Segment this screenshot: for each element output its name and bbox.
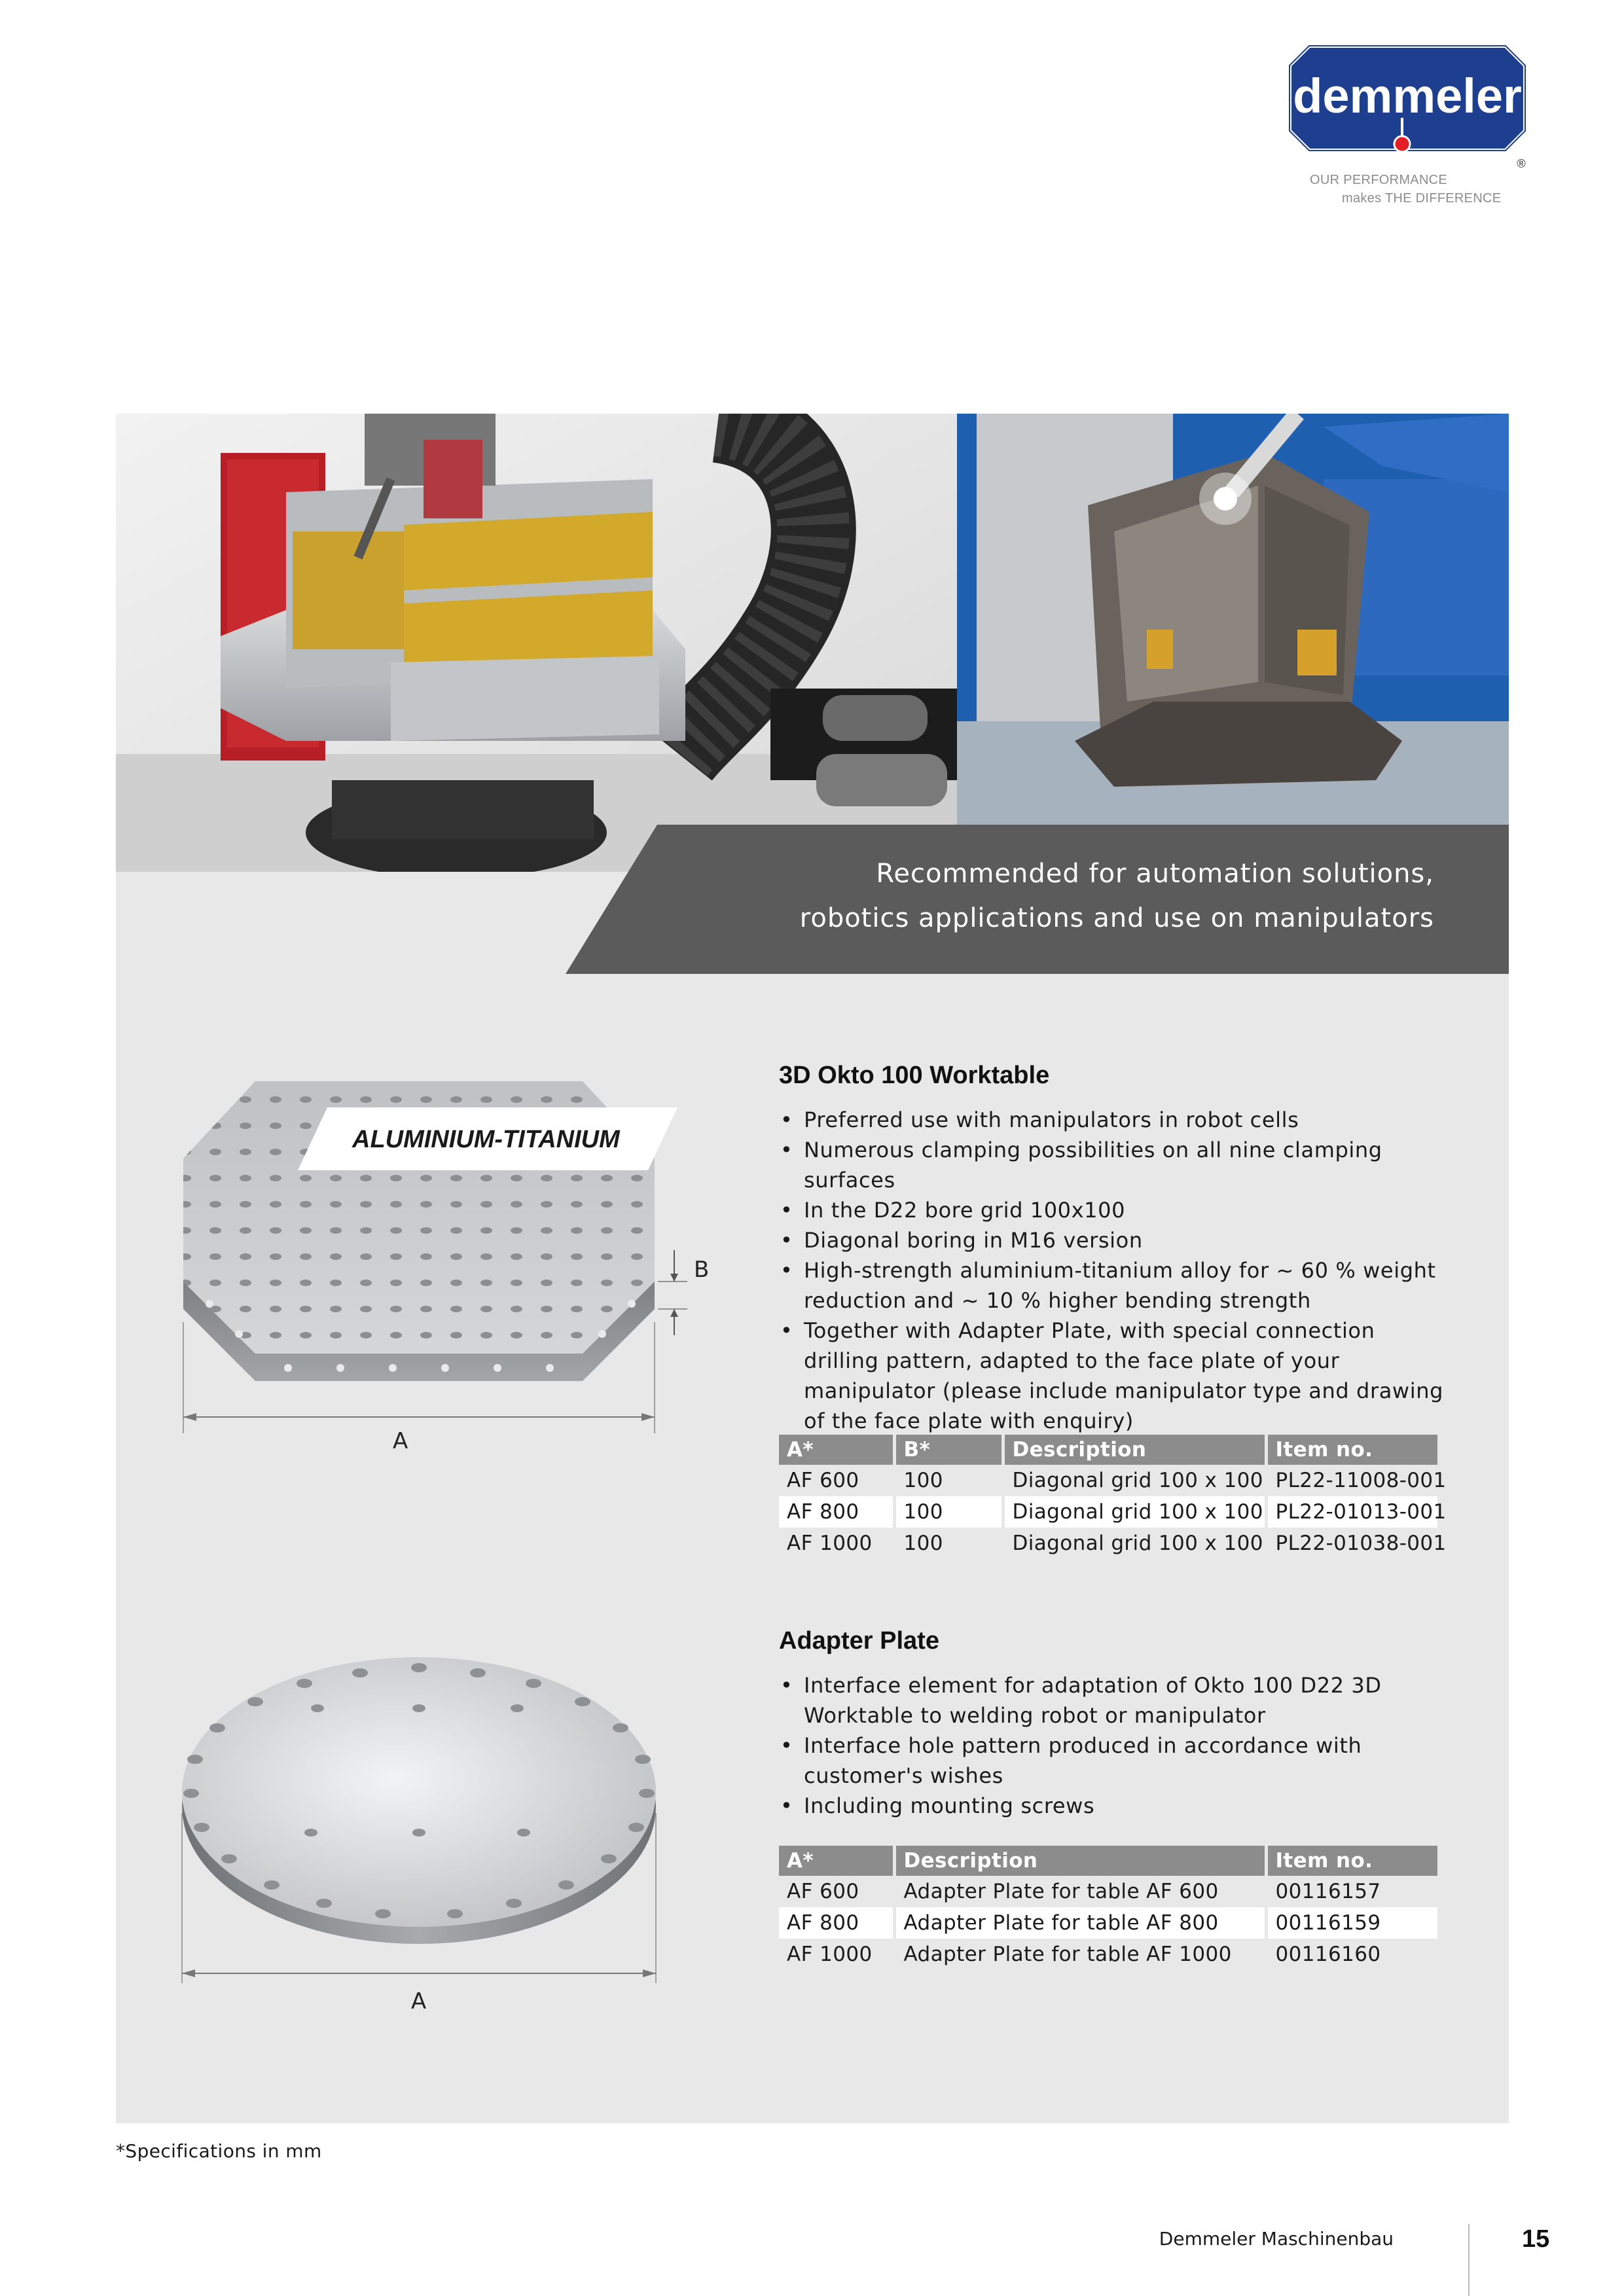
logo-red-dot xyxy=(1394,136,1410,152)
dimension-a-label: A xyxy=(393,1428,408,1454)
table-cell: AF 800 xyxy=(779,1907,894,1939)
column-header: Description xyxy=(1003,1435,1266,1465)
automation-banner xyxy=(566,825,1509,974)
dimension-a-label: A xyxy=(411,1988,427,2015)
table-cell: 00116160 xyxy=(1266,1939,1437,1970)
column-header: Description xyxy=(894,1846,1266,1876)
registered-mark: ® xyxy=(1515,157,1527,170)
column-header: A* xyxy=(779,1435,894,1465)
table-cell: AF 1000 xyxy=(779,1528,894,1559)
adapter-plate-drawing xyxy=(170,1617,694,2022)
okto-feature-item: • In the D22 bore grid 100x100 xyxy=(779,1195,1453,1225)
okto-feature-item: • Preferred use with manipulators in robot cells xyxy=(779,1105,1453,1135)
table-cell: 00116157 xyxy=(1266,1876,1437,1907)
table-cell: PL22-01013-001 xyxy=(1266,1496,1437,1528)
table-cell: Diagonal grid 100 x 100 xyxy=(1003,1528,1266,1559)
banner-line-1: Recommended for automation solutions, xyxy=(876,859,1434,889)
table-row xyxy=(779,1907,1437,1939)
adapter-spec-table xyxy=(779,1846,1437,1970)
okto-title: 3D Okto 100 Worktable xyxy=(779,1062,1050,1089)
table-cell: AF 600 xyxy=(779,1465,894,1496)
table-cell: 00116159 xyxy=(1266,1907,1437,1939)
table-cell: AF 600 xyxy=(779,1876,894,1907)
table-cell: 100 xyxy=(894,1528,1003,1559)
logo-wordmark: demmeler xyxy=(1293,69,1522,123)
okto-feature-item: • Together with Adapter Plate, with special connection drilling pattern, adapted to the face plate of your manipulator (please include manipulator type and drawing of the face plate with enquiry) xyxy=(779,1316,1453,1436)
brand-logo xyxy=(1283,39,1532,209)
specifications-footnote: *Specifications in mm xyxy=(116,2140,322,2162)
table-row xyxy=(779,1496,1437,1528)
adapter-title: Adapter Plate xyxy=(779,1627,939,1655)
table-cell: 100 xyxy=(894,1496,1003,1528)
column-header: B* xyxy=(894,1435,1003,1465)
material-label: ALUMINIUM-TITANIUM xyxy=(352,1126,620,1153)
okto-feature-item: • Diagonal boring in M16 version xyxy=(779,1225,1453,1255)
table-row xyxy=(779,1465,1437,1496)
column-header: Item no. xyxy=(1266,1846,1437,1876)
okto-spec-table xyxy=(779,1435,1447,1559)
tagline-line2: makes THE DIFFERENCE xyxy=(1342,191,1502,206)
table-cell: AF 1000 xyxy=(779,1939,894,1970)
table-cell: AF 800 xyxy=(779,1496,894,1528)
okto-feature-item: • High-strength aluminium-titanium alloy for ~ 60 % weight reduction and ~ 10 % higher bending strength xyxy=(779,1255,1453,1316)
adapter-feature-item: • Interface hole pattern produced in accordance with customer's wishes xyxy=(779,1731,1453,1791)
banner-line-2: robotics applications and use on manipulators xyxy=(799,903,1434,933)
okto-feature-list xyxy=(779,1105,1453,1436)
column-header: Item no. xyxy=(1266,1435,1437,1465)
table-cell: Diagonal grid 100 x 100 xyxy=(1003,1465,1266,1496)
table-row xyxy=(779,1939,1437,1970)
adapter-feature-item: • Interface element for adaptation of Okto 100 D22 3D Worktable to welding robot or manipulator xyxy=(779,1670,1453,1731)
table-row xyxy=(779,1528,1437,1559)
robot-cell-photo xyxy=(116,414,957,872)
adapter-feature-item: • Including mounting screws xyxy=(779,1791,1453,1821)
table-cell: Adapter Plate for table AF 600 xyxy=(894,1876,1266,1907)
table-cell: PL22-01038-001 xyxy=(1266,1528,1437,1559)
table-cell: 100 xyxy=(894,1465,1003,1496)
adapter-plate-illustration xyxy=(170,1617,694,2022)
okto-table-illustration xyxy=(170,1060,727,1466)
manipulator-welding-photo xyxy=(957,414,1509,825)
table-cell: PL22-11008-001 xyxy=(1266,1465,1437,1496)
table-row xyxy=(779,1876,1437,1907)
okto-worktable-drawing xyxy=(170,1060,727,1466)
footer-divider xyxy=(1468,2224,1470,2296)
column-header: A* xyxy=(779,1846,894,1876)
table-cell: Adapter Plate for table AF 1000 xyxy=(894,1939,1266,1970)
table-header-row xyxy=(779,1435,1437,1465)
table-cell: Adapter Plate for table AF 800 xyxy=(894,1907,1266,1939)
demmeler-logo-emblem xyxy=(1283,39,1532,170)
dimension-b-label: B xyxy=(694,1257,710,1283)
table-cell: Diagonal grid 100 x 100 xyxy=(1003,1496,1266,1528)
page-number: 15 xyxy=(1522,2225,1550,2253)
tagline-line1: OUR PERFORMANCE xyxy=(1310,173,1448,187)
okto-feature-item: • Numerous clamping possibilities on all nine clamping surfaces xyxy=(779,1135,1453,1195)
footer-company-name: Demmeler Maschinenbau xyxy=(1159,2228,1394,2250)
table-header-row xyxy=(779,1846,1437,1876)
adapter-feature-list xyxy=(779,1670,1453,1821)
